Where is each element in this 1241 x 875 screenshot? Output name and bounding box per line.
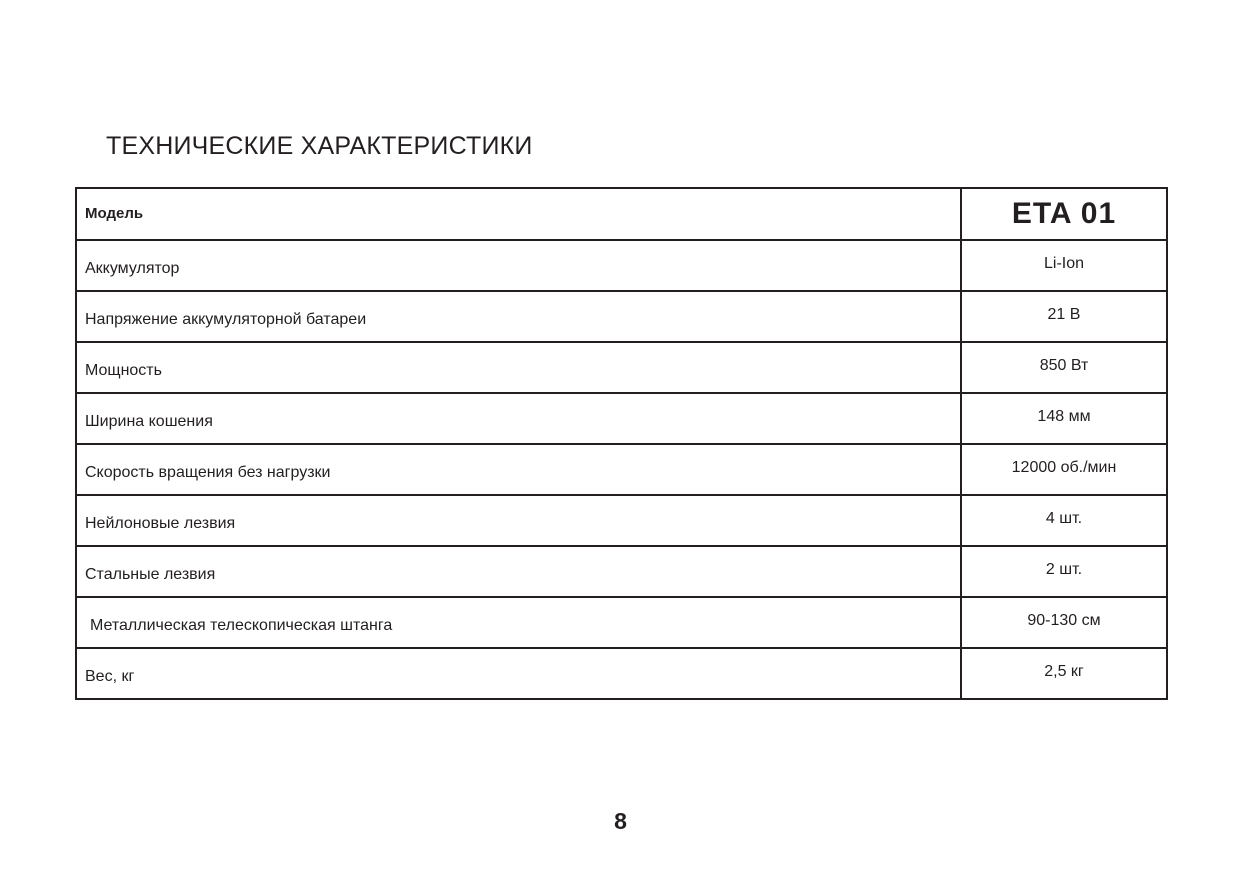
spec-name: Напряжение аккумуляторной батареи	[85, 310, 367, 328]
table-row-weight	[76, 648, 1167, 699]
page-title: ТЕХНИЧЕСКИЕ ХАРАКТЕРИСТИКИ	[106, 132, 533, 160]
spec-value: 2,5 кг	[1044, 662, 1084, 680]
spec-value: 850 Вт	[1039, 356, 1089, 374]
spec-name: Скорость вращения без нагрузки	[85, 463, 331, 481]
spec-name: Стальные лезвия	[85, 565, 216, 583]
spec-table	[75, 187, 1168, 700]
spec-value: 12000 об./мин	[1011, 458, 1117, 476]
page-number: 8	[614, 808, 627, 834]
spec-name: Металлическая телескопическая штанга	[90, 616, 393, 634]
spec-value: Li-Ion	[1043, 254, 1085, 272]
spec-name: Вес, кг	[85, 667, 135, 685]
spec-value: 90-130 см	[1027, 611, 1101, 629]
model-value: ETA 01	[961, 188, 1167, 240]
spec-value: 21 В	[1047, 305, 1081, 323]
spec-value: 4 шт.	[1045, 509, 1083, 527]
spec-name: Нейлоновые лезвия	[85, 514, 236, 532]
spec-name: Ширина кошения	[85, 412, 213, 430]
table-row-telescopic-shaft	[76, 597, 1167, 648]
table-header-row	[76, 188, 1167, 240]
table-row-battery	[76, 240, 1167, 291]
spec-name: Аккумулятор	[85, 259, 180, 277]
table-row-nylon-blades	[76, 495, 1167, 546]
spec-name: Мощность	[85, 361, 162, 379]
model-label: Модель	[76, 188, 961, 240]
table-row-steel-blades	[76, 546, 1167, 597]
table-row-power	[76, 342, 1167, 393]
table-row-cutting-width	[76, 393, 1167, 444]
spec-value: 2 шт.	[1045, 560, 1083, 578]
table-row-voltage	[76, 291, 1167, 342]
spec-value: 148 мм	[1037, 407, 1091, 425]
table-row-speed	[76, 444, 1167, 495]
